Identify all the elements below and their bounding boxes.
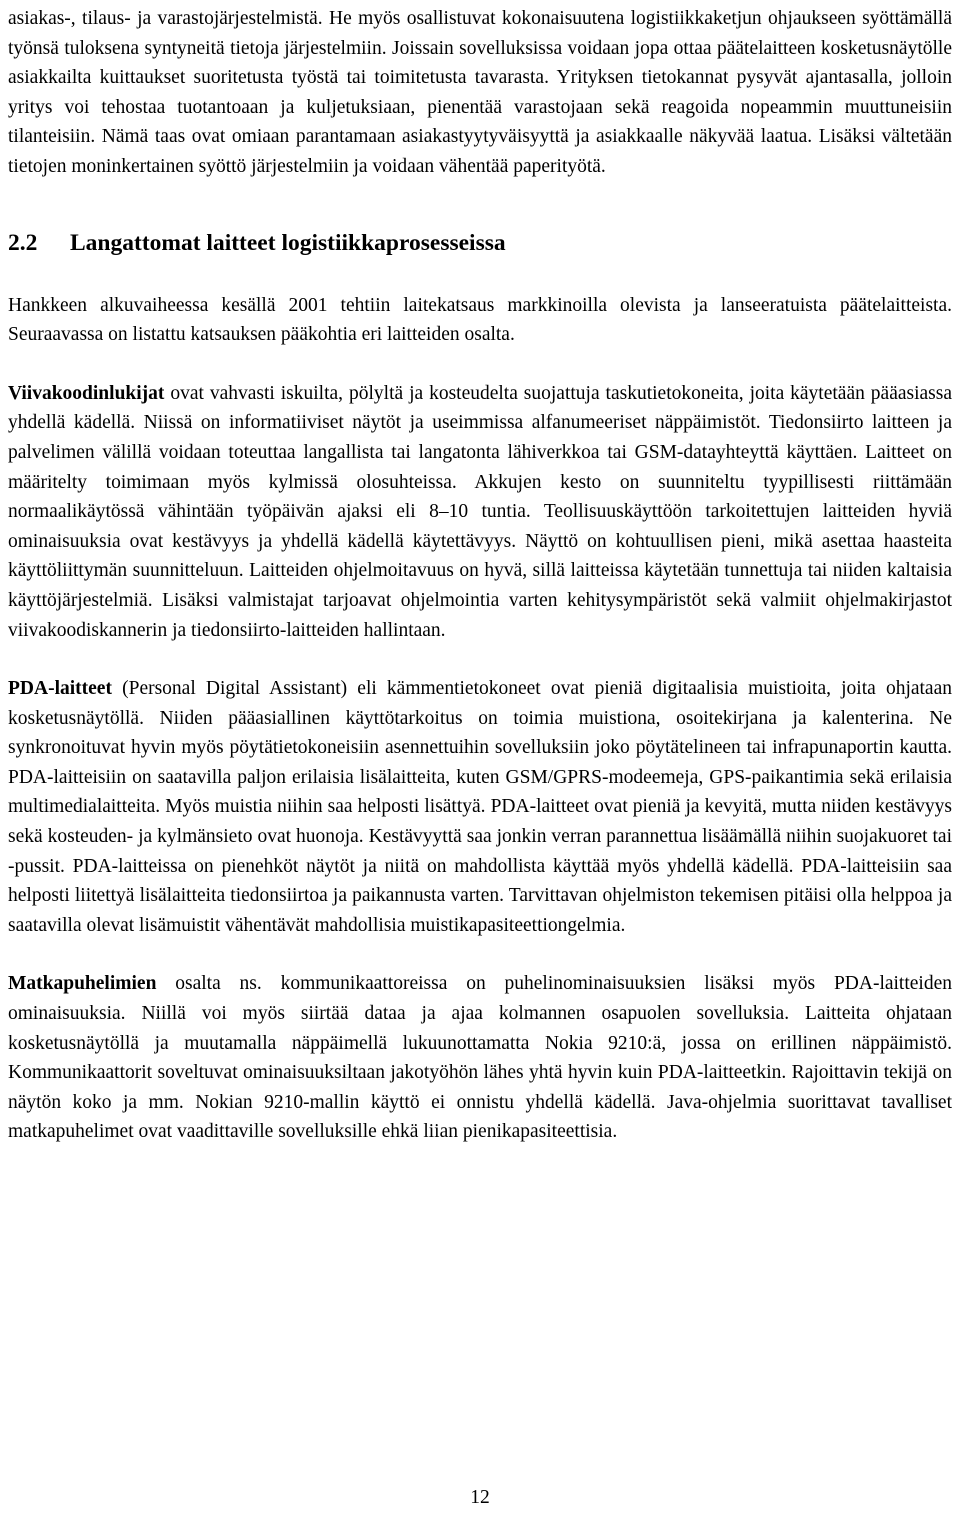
barcode-readers-paragraph [8, 379, 952, 645]
barcode-readers-lead: Viivakoodinlukijat [8, 382, 165, 404]
barcode-readers-text: ovat vahvasti iskuilta, pölyltä ja kosteudelta suojattuja taskutietokoneita, joita käytetään pääasiassa yhdellä kädellä. Niissä on informatiiviset näytöt ja useimmissa alfanumeeriset näppäimistöt. Tiedonsiirto laitteen ja palvelimen välillä voidaan toteuttaa langallista tai langatonta lähiverkkoa tai GSM-datayhteyttä käyttäen. Laitteet on määritelty toimimaan myös kylmissä olosuhteissa. Akkujen kesto on suunniteltu tyypillisesti riittämään normaalikäytössä vähintään työpäivän ajaksi eli 8–10 tuntia. Teollisuuskäyttöön tarkoitettujen laitteiden hyviä ominaisuuksia ovat kestävyys ja yhdellä kädellä käytettävyys. Näyttö on kohtuullisen pieni, mikä asettaa haasteita käyttöliittymän suunnitteluun. Laitteiden ohjelmoitavuus on hyvä, sillä laitteissa käytetään tunnettuja tai niiden kaltaisia käyttöjärjestelmiä. Lisäksi valmistajat tarjoavat ohjelmointia varten kehitysympäristöt sekä valmiit ohjelmakirjastot viivakoodiskannerin ja tiedonsiirto-laitteiden hallintaan. [8, 382, 952, 641]
pda-paragraph [8, 674, 952, 940]
pda-text: (Personal Digital Assistant) eli kämmentietokoneet ovat pieniä digitaalisia muistioita, joita ohjataan kosketusnäytöllä. Niiden pääasiallinen käyttötarkoitus on toimia muistiona, osoitekirjana ja kalenterina. Ne synkronoituvat hyvin myös pöytätietokoneisiin asennettuihin sovelluksiin joko pöytätelineen tai infrapunaportin kautta. PDA-laitteisiin on saatavilla paljon erilaisia lisälaitteita, kuten GSM/GPRS-modeemeja, GPS-paikantimia sekä erilaisia multimedialaitteita. Myös muistia niihin saa helposti lisättyä. PDA-laitteet ovat pieniä ja kevyitä, mutta niiden kestävyys sekä kosteuden- ja kylmänsieto ovat huonoja. Kestävyyttä saa jonkin verran parannettua lisäämällä niihin suojakuoret tai -pussit. PDA-laitteissa on pienehköt näytöt ja niitä on mahdollista käyttää myös yhdellä kädellä. PDA-laitteisiin saa helposti liitettyä lisälaitteita tiedonsiirtoa ja paikannusta varten. Tarvittavan ohjelmiston tekemisen pitäisi olla helppoa ja saatavilla olevat lisämuistit vähentävät mahdollisia muistikapasiteettiongelmia. [8, 678, 952, 936]
mobile-phones-text: osalta ns. kommunikaattoreissa on puhelinominaisuuksien lisäksi myös PDA-laitteiden ominaisuuksia. Niillä voi myös siirtää dataa ja ajaa kolmannen osapuolen sovelluksia. Laitteita ohjataan kosketusnäytöllä ja muutamalla näppäimellä lukuunottamatta Nokia 9210:ä, jossa on erillinen näppäimistö. Kommunikaattorit soveltuvat ominaisuuksiltaan jakotyöhön lähes yhtä hyvin kuin PDA-laitteetkin. Rajoittavin tekijä on näytön koko ja mm. Nokian 9210-mallin käyttö ei onnistu yhdellä kädellä. Java-ohjelmia suorittavat tavalliset matkapuhelimet ovat vaadittaville sovelluksille ehkä liian pienikapasiteettisia. [8, 973, 952, 1143]
document-page [8, 4, 952, 1147]
section-heading [8, 228, 952, 258]
survey-paragraph: Hankkeen alkuvaiheessa kesällä 2001 tehtiin laitekatsaus markkinoilla olevista ja lanseeratuista päätelaitteista. Seuraavassa on listattu katsauksen pääkohtia eri laitteiden osalta. [8, 294, 952, 346]
mobile-phones-lead: Matkapuhelimien [8, 973, 157, 995]
mobile-phones-paragraph [8, 969, 952, 1147]
section-number: 2.2 [8, 229, 38, 256]
pda-lead: PDA-laitteet [8, 678, 112, 700]
section-title: Langattomat laitteet logistiikkaprosesseissa [70, 229, 506, 256]
intro-paragraph: asiakas-, tilaus- ja varastojärjestelmistä. He myös osallistuvat kokonaisuutena logistiikkaketjun ohjaukseen syöttämällä työnsä tuloksena syntyneitä tietoja järjestelmiin. Joissain sovelluksissa voidaan jopa ottaa päätelaitteen kosketusnäytölle asiakkailta kuittaukset suoritetusta työstä tai toimitetusta tavarasta. Yrityksen tietokannat pysyvät ajantasalla, jolloin yritys voi tehostaa tuotantoaan ja kuljetuksiaan, pienentää varastojaan sekä reagoida nopeammin muuttuneisiin tilanteisiin. Nämä taas ovat omiaan parantamaan asiakastyytyväisyyttä ja asiakkaalle näkyvää laatua. Lisäksi vältetään tietojen moninkertainen syöttö järjestelmiin ja voidaan vähentää paperityötä. [8, 8, 952, 177]
page-number: 12 [470, 1487, 490, 1508]
